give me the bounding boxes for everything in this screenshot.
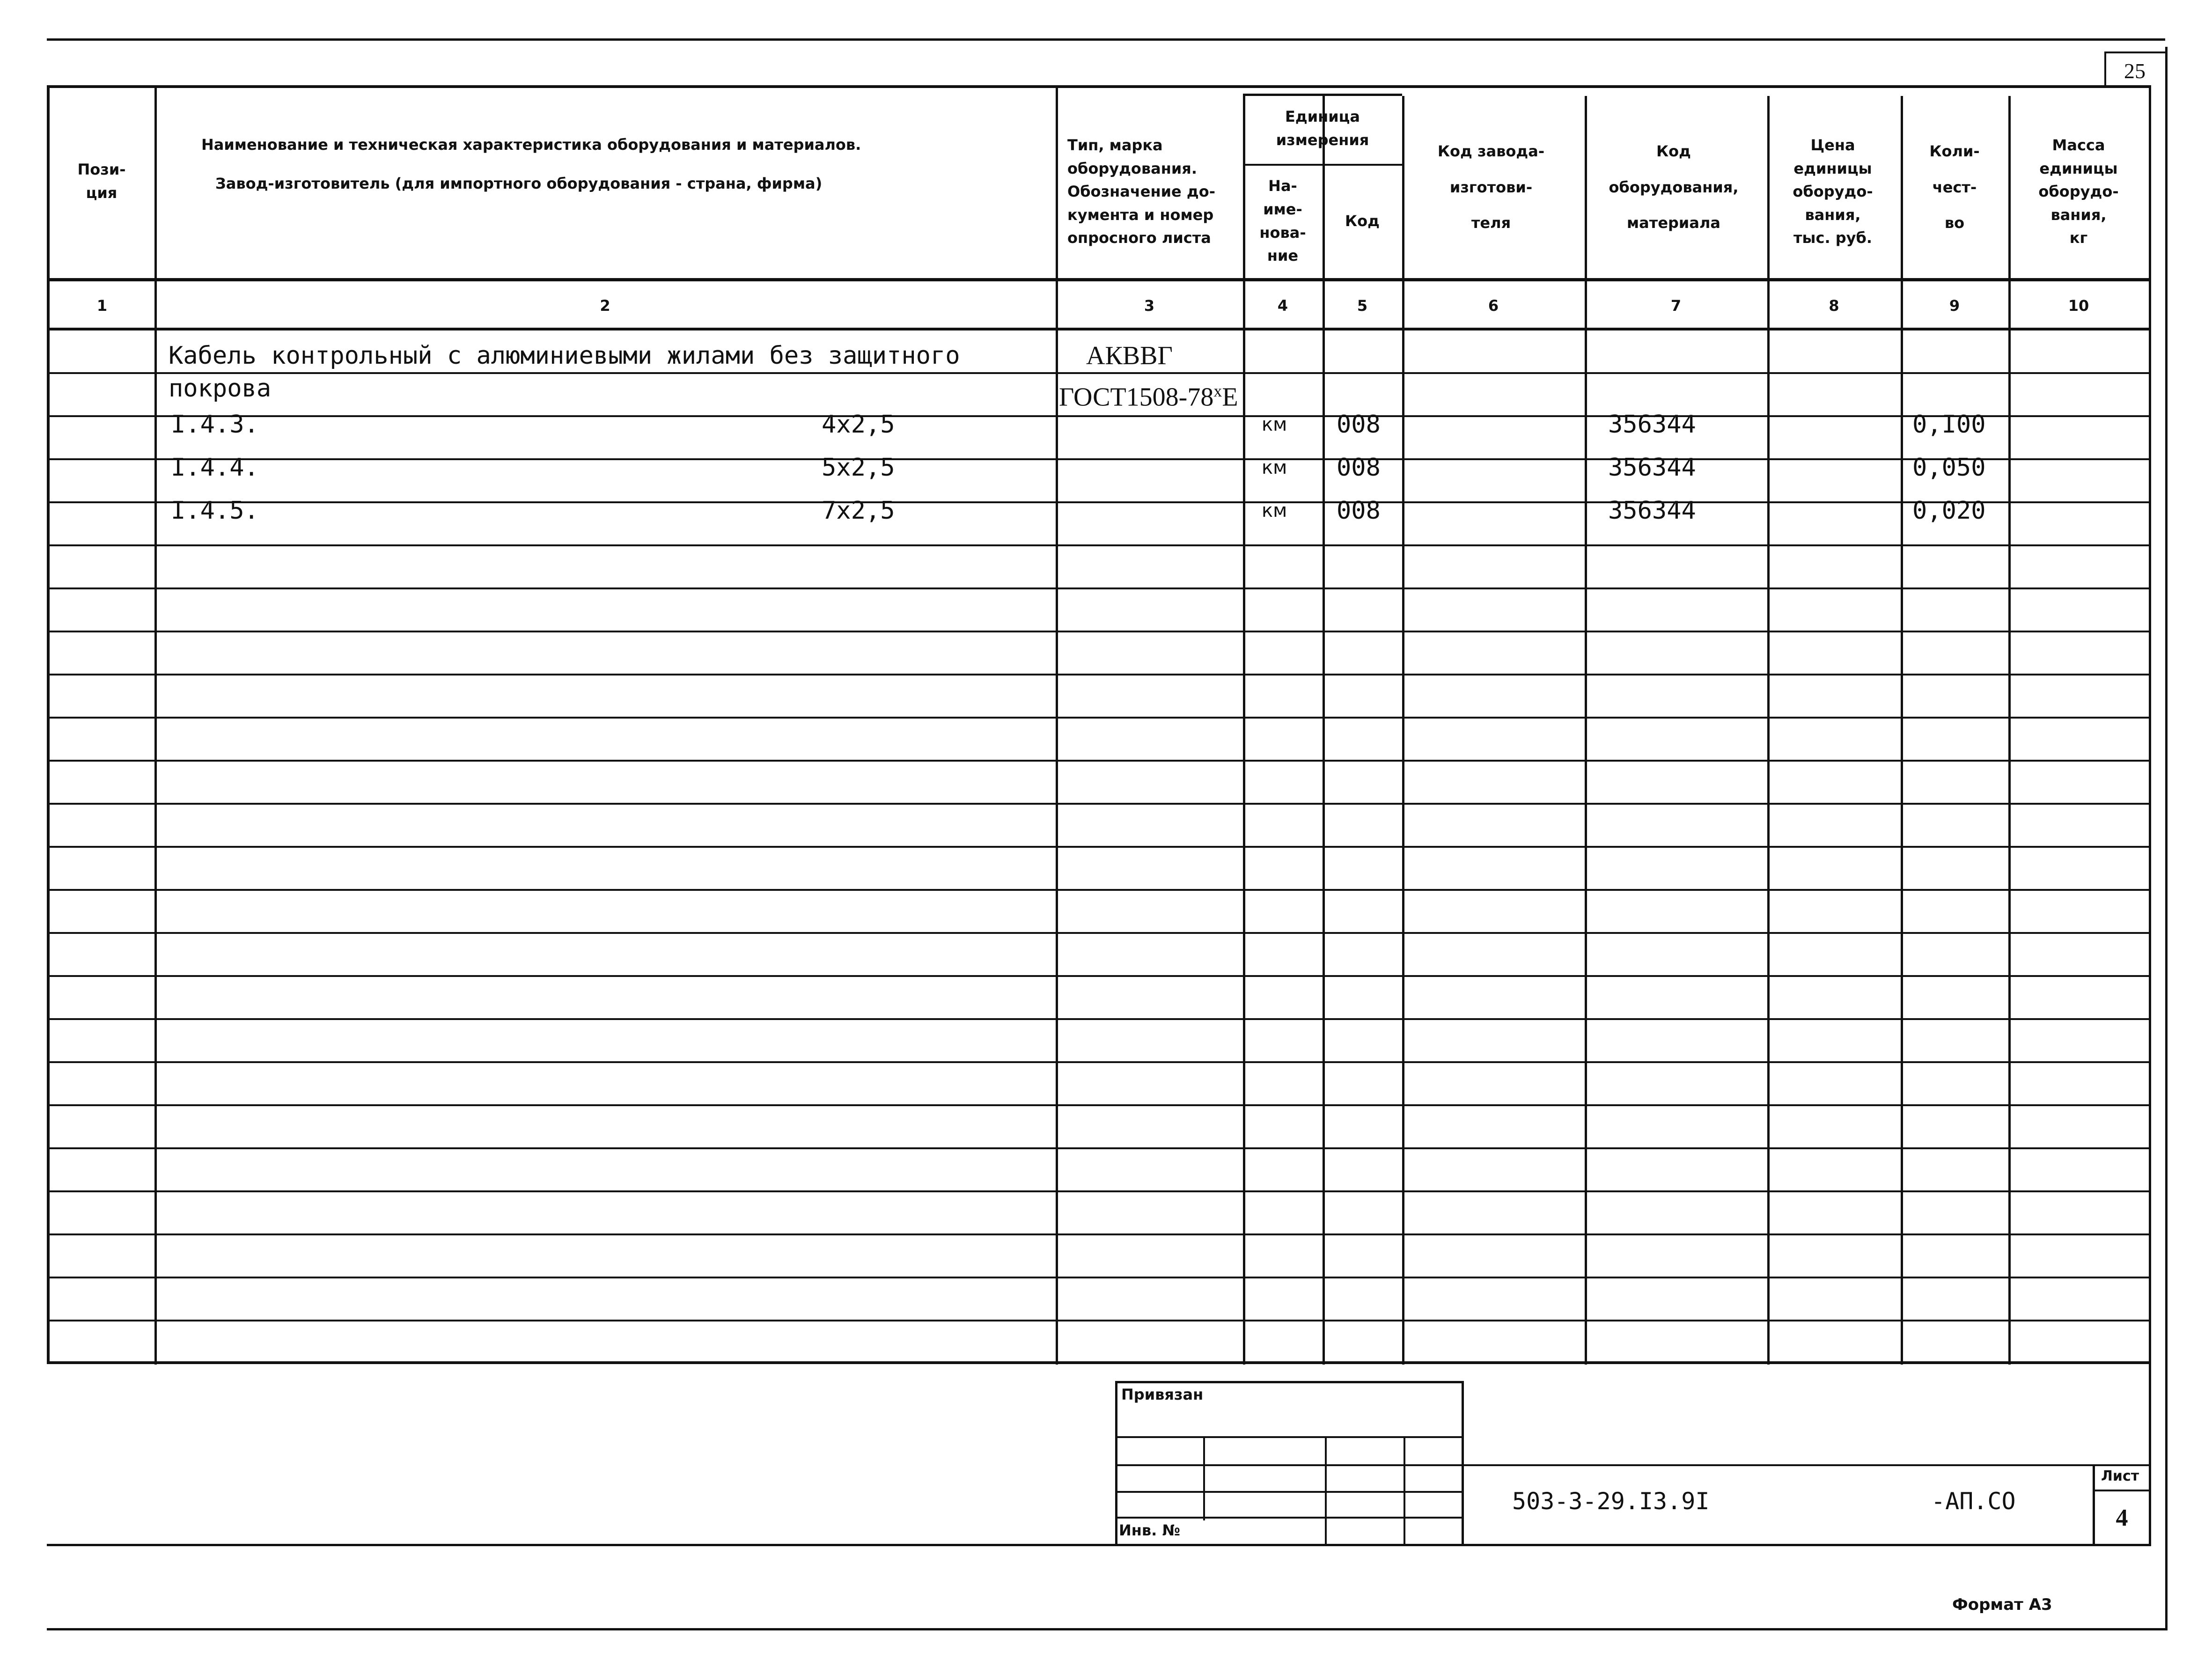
header-quantity: Коли- чест- во xyxy=(1929,142,1980,232)
row-divider xyxy=(50,587,2149,589)
row-divider xyxy=(50,889,2149,891)
column-number-8: 8 xyxy=(1829,296,1839,315)
table-left-line xyxy=(47,85,50,1363)
document-code-suffix: -АП.СО xyxy=(1931,1488,2016,1515)
stamp-box-right xyxy=(1462,1381,1464,1545)
frame-top-line xyxy=(47,38,2165,41)
column-number-1: 1 xyxy=(96,296,108,315)
row-divider xyxy=(50,803,2149,805)
row-divider xyxy=(50,544,2149,546)
table-right-line xyxy=(2149,85,2151,1546)
row-item-size: 4х2,5 xyxy=(822,411,895,439)
row-item-position: I.4.5. xyxy=(171,497,259,525)
row-divider xyxy=(50,1190,2149,1192)
sheet-number: 4 xyxy=(2116,1505,2128,1531)
header-mass: Масса единицы оборудо- вания, кг xyxy=(2038,136,2119,247)
row-divider xyxy=(50,846,2149,848)
stamp-row-1 xyxy=(1115,1436,1464,1438)
sheet-box-mid xyxy=(2093,1490,2151,1491)
column-number-7: 7 xyxy=(1670,296,1682,315)
column-number-9: 9 xyxy=(1949,296,1960,315)
row-divider xyxy=(50,1104,2149,1106)
table-bottom-line xyxy=(47,1361,2151,1364)
row-item-position: I.4.4. xyxy=(171,454,259,482)
row-item-quantity: 0,050 xyxy=(1912,454,1986,482)
stamp-col-2 xyxy=(1325,1436,1327,1545)
row-1-name: Кабель контрольный с алюминиевыми жилами без защитного xyxy=(169,342,960,370)
row-divider xyxy=(50,1018,2149,1020)
stamp-row-4 xyxy=(1115,1517,1464,1519)
column-number-4: 4 xyxy=(1277,296,1288,315)
corner-box-left xyxy=(2104,51,2106,88)
row-item-position: I.4.3. xyxy=(171,411,259,439)
header-bottom-line xyxy=(47,278,2151,281)
row-item-quantity: 0,020 xyxy=(1912,497,1986,525)
row-divider xyxy=(50,1233,2149,1235)
row-item-quantity: 0,I00 xyxy=(1912,411,1986,439)
row-item-material-code: 356344 xyxy=(1608,454,1696,482)
row-divider xyxy=(50,1147,2149,1149)
row-divider xyxy=(50,674,2149,675)
stamp-row-2 xyxy=(1115,1464,2151,1466)
sheet-label: Лист xyxy=(2101,1468,2139,1484)
row-2-name: покрова xyxy=(169,374,272,403)
header-price: Цена единицы оборудо- вания, тыс. руб. xyxy=(1793,136,1873,247)
stamp-box-left xyxy=(1115,1381,1117,1545)
header-material-code: Код оборудования, материала xyxy=(1609,142,1739,232)
row-item-unit-name: км xyxy=(1262,500,1287,521)
row-divider xyxy=(50,1061,2149,1063)
document-code: 503-3-29.I3.9I xyxy=(1512,1488,1710,1515)
stamp-box-top xyxy=(1115,1381,1464,1383)
column-number-5: 5 xyxy=(1357,296,1368,315)
row-item-unit-name: км xyxy=(1262,457,1287,478)
row-divider xyxy=(50,760,2149,762)
corner-sheet-number: 25 xyxy=(2124,59,2146,83)
stamp-col-1 xyxy=(1203,1436,1205,1520)
unit-group-divider xyxy=(1243,164,1402,166)
row-1-type: АКВВГ xyxy=(1086,341,1173,370)
row-divider xyxy=(50,1320,2149,1321)
column-number-10: 10 xyxy=(2068,296,2089,315)
title-block-top-line xyxy=(47,1544,2151,1546)
row-divider xyxy=(50,458,2149,460)
format-label: Формат А3 xyxy=(1952,1595,2052,1614)
stamp-col-3 xyxy=(1404,1436,1405,1545)
header-unit-group: Единица измерения xyxy=(1276,108,1369,149)
row-divider xyxy=(50,932,2149,934)
row-item-unit-code: 008 xyxy=(1337,497,1381,525)
row-item-size: 7х2,5 xyxy=(822,497,895,525)
row-item-unit-code: 008 xyxy=(1337,454,1381,482)
row-item-material-code: 356344 xyxy=(1608,497,1696,525)
frame-bottom-line xyxy=(47,1628,2168,1630)
row-divider xyxy=(50,975,2149,977)
column-number-2: 2 xyxy=(600,296,610,315)
header-type: Тип, марка оборудования. Обозначение до- кумента и номер опросного листа xyxy=(1067,136,1215,247)
table-top-line xyxy=(47,85,2151,88)
column-number-6: 6 xyxy=(1488,296,1499,315)
row-item-size: 5х2,5 xyxy=(822,454,895,482)
header-factory-code: Код завода- изготови- теля xyxy=(1437,142,1545,232)
header-unit-code: Код xyxy=(1345,212,1380,230)
row-divider xyxy=(50,1277,2149,1278)
header-name: Наименование и техническая характеристика оборудования и материалов. Завод-изготовитель (для импортного оборудования - страна, фирма) xyxy=(201,136,861,193)
header-position: Пози- ция xyxy=(77,161,126,202)
stamp-row-3 xyxy=(1115,1491,1464,1493)
attached-label: Привязан xyxy=(1121,1386,1204,1403)
column-number-3: 3 xyxy=(1144,296,1155,315)
header-unit-name: На- име- нова- ние xyxy=(1259,177,1306,265)
corner-box-top xyxy=(2104,51,2165,53)
row-item-unit-name: км xyxy=(1262,414,1287,435)
row-2-type: $ГОСТ1508-78^хЕ$ xyxy=(1059,382,1238,412)
inv-number-label: Инв. № xyxy=(1119,1521,1180,1539)
row-divider xyxy=(50,717,2149,719)
frame-right-line xyxy=(2165,47,2168,1629)
row-item-unit-code: 008 xyxy=(1337,411,1381,439)
row-divider xyxy=(50,631,2149,632)
row-divider xyxy=(50,501,2149,503)
row-item-material-code: 356344 xyxy=(1608,411,1696,439)
numbering-row-bottom-line xyxy=(47,328,2151,330)
